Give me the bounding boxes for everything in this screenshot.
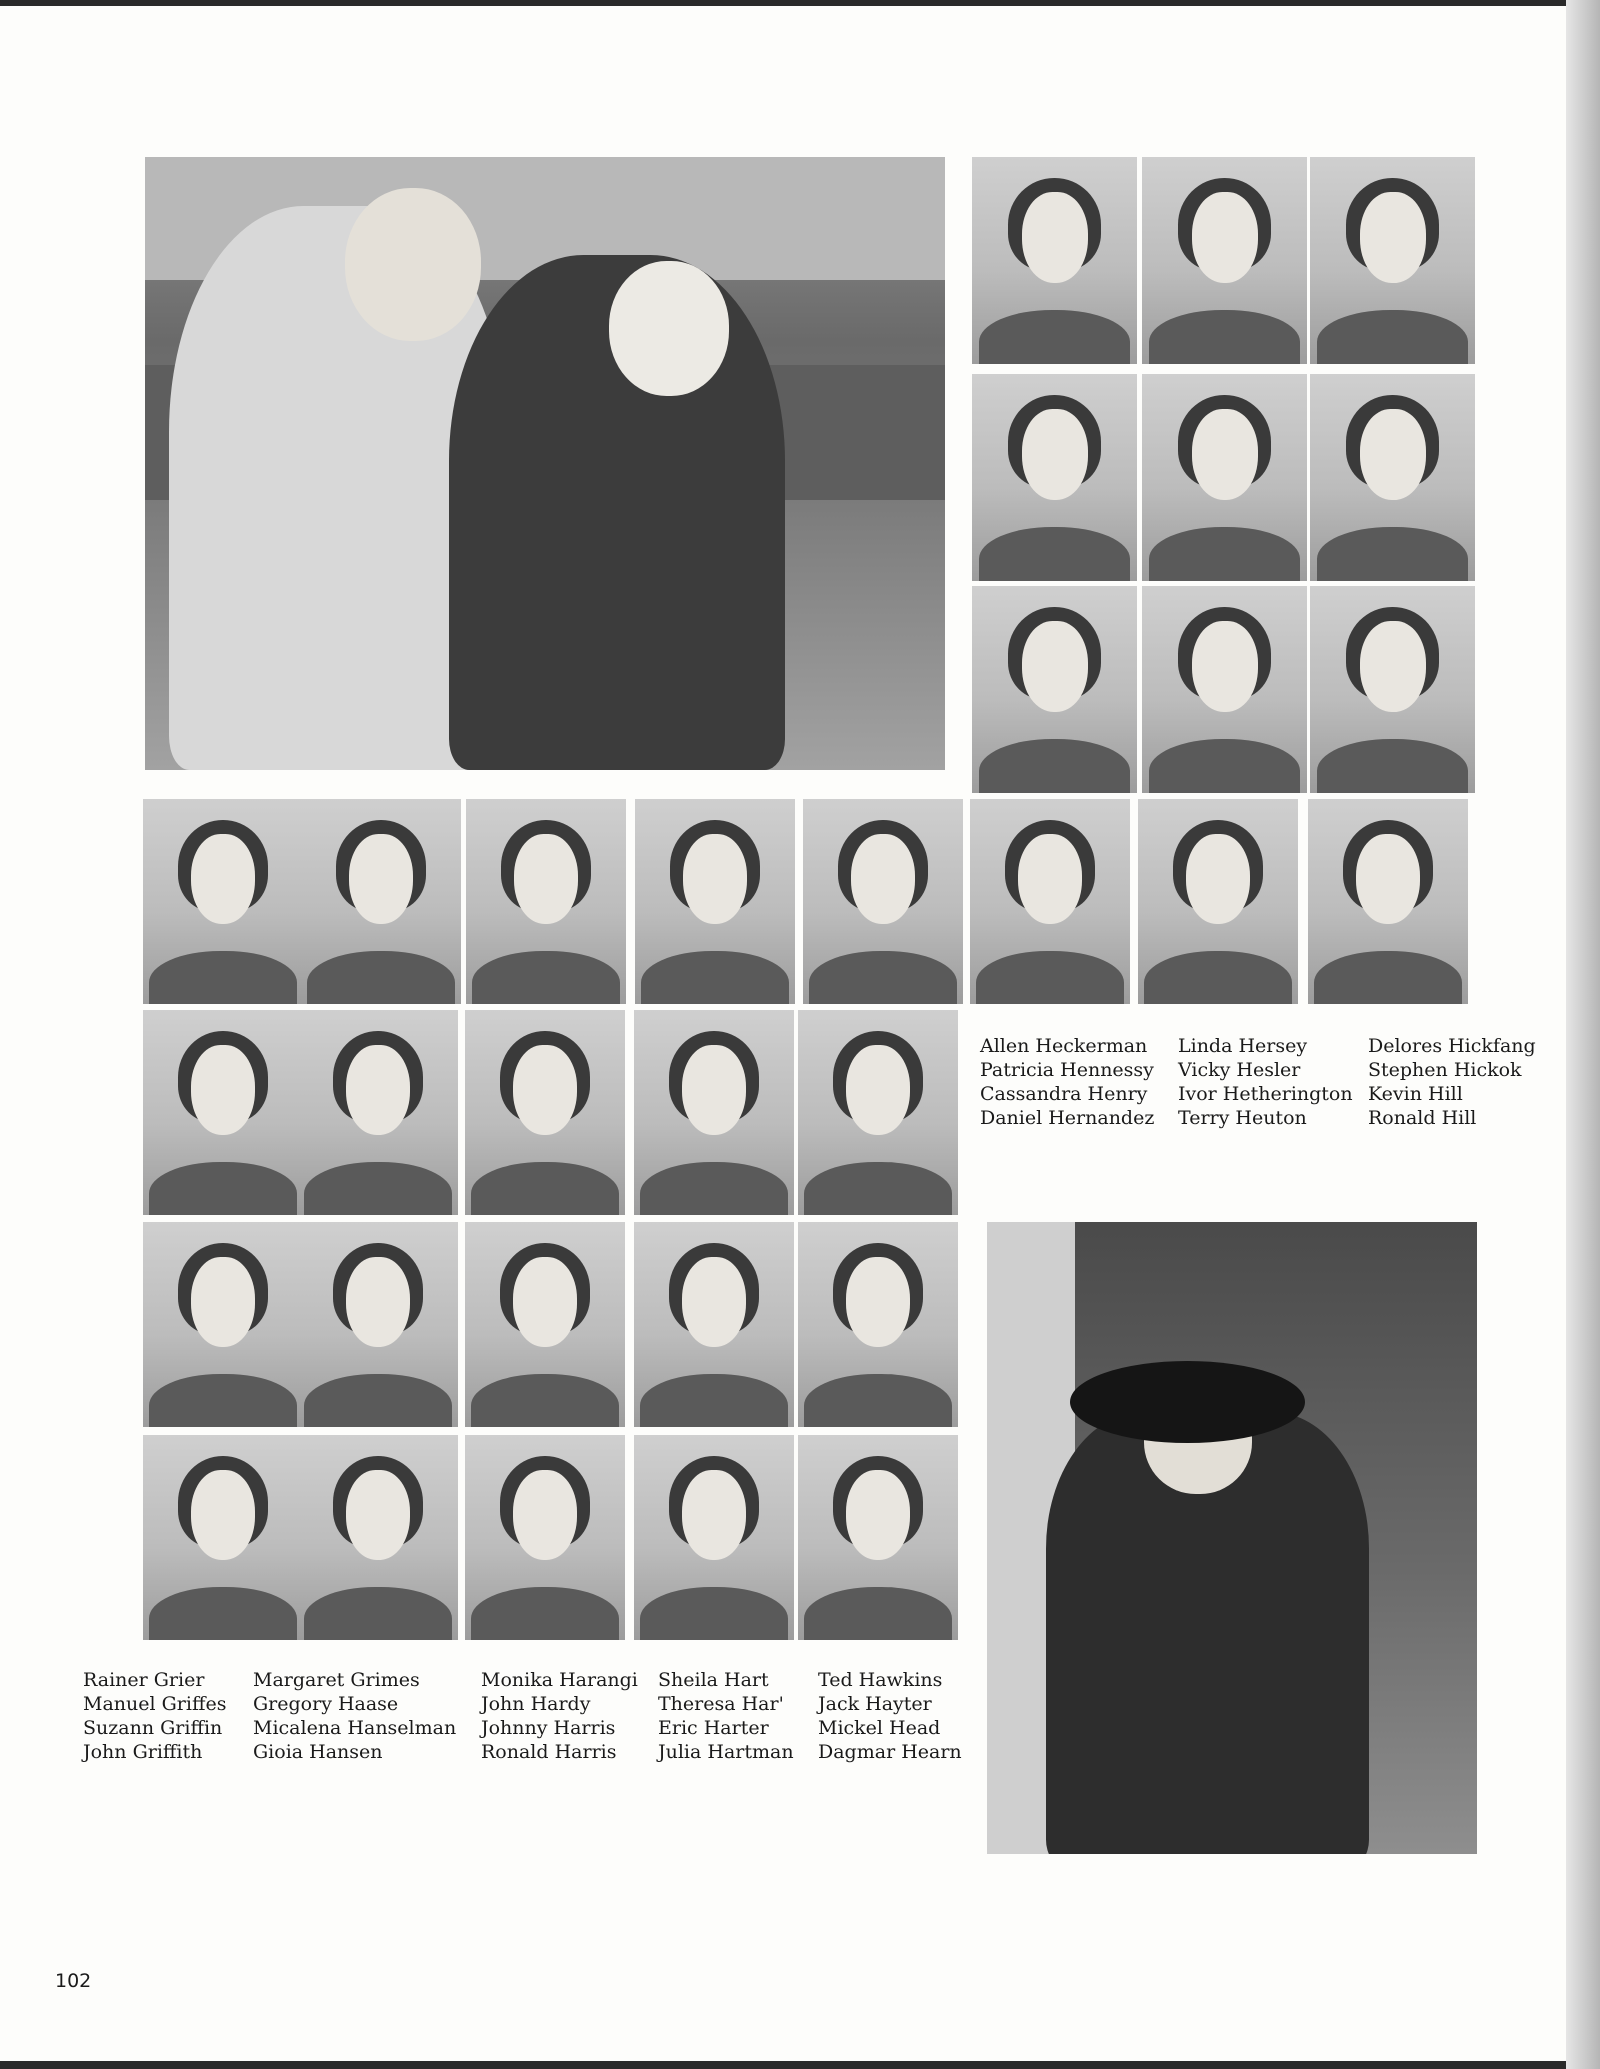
student-name: Theresa Har': [658, 1693, 784, 1715]
student-portrait: [1308, 799, 1468, 1004]
student-name: John Griffith: [83, 1741, 203, 1763]
student-portrait: [1310, 157, 1475, 364]
student-portrait: [298, 1222, 458, 1427]
student-portrait: [1310, 374, 1475, 581]
student-portrait: [972, 374, 1137, 581]
student-name: Ronald Hill: [1368, 1107, 1477, 1129]
student-name: Suzann Griffin: [83, 1717, 223, 1739]
student-name: Vicky Hesler: [1178, 1059, 1301, 1081]
student-name: Linda Hersey: [1178, 1035, 1308, 1057]
student-portrait: [972, 586, 1137, 793]
student-portrait: [798, 1435, 958, 1640]
page-edge-shadow: [1566, 0, 1600, 2069]
student-name: John Hardy: [481, 1693, 591, 1715]
student-portrait: [301, 799, 461, 1004]
student-portrait: [143, 1435, 303, 1640]
student-name: Jack Hayter: [818, 1693, 932, 1715]
student-portrait: [465, 1010, 625, 1215]
names-col-bottom-5: [818, 1668, 962, 1764]
student-name: Mickel Head: [818, 1717, 941, 1739]
student-name: Eric Harter: [658, 1717, 769, 1739]
student-portrait: [465, 1435, 625, 1640]
names-col-bottom-3: [481, 1668, 638, 1764]
names-col-right-1: [980, 1034, 1154, 1130]
student-portrait: [143, 1222, 303, 1427]
student-name: Allen Heckerman: [980, 1035, 1148, 1057]
names-col-bottom-4: [658, 1668, 794, 1764]
student-portrait: [1138, 799, 1298, 1004]
student-name: Margaret Grimes: [253, 1669, 420, 1691]
student-portrait: [803, 799, 963, 1004]
student-name: Monika Harangi: [481, 1669, 638, 1691]
student-name: Manuel Griffes: [83, 1693, 227, 1715]
student-name: Patricia Hennessy: [980, 1059, 1154, 1081]
student-portrait: [465, 1222, 625, 1427]
student-portrait: [972, 157, 1137, 364]
student-portrait: [634, 1435, 794, 1640]
student-name: Micalena Hanselman: [253, 1717, 457, 1739]
student-name: Terry Heuton: [1178, 1107, 1307, 1129]
student-portrait: [143, 1010, 303, 1215]
student-name: Sheila Hart: [658, 1669, 769, 1691]
names-col-bottom-1: [83, 1668, 226, 1764]
student-portrait: [1310, 586, 1475, 793]
names-col-right-3: [1368, 1034, 1536, 1130]
student-name: Gregory Haase: [253, 1693, 399, 1715]
student-portrait: [798, 1010, 958, 1215]
top-border: [0, 0, 1575, 6]
student-portrait: [466, 799, 626, 1004]
student-portrait: [634, 1222, 794, 1427]
student-portrait: [298, 1010, 458, 1215]
student-portrait: [635, 799, 795, 1004]
student-name: Stephen Hickok: [1368, 1059, 1522, 1081]
student-name: Ivor Hetherington: [1178, 1083, 1353, 1105]
student-name: Gioia Hansen: [253, 1741, 383, 1763]
student-name: Rainer Grier: [83, 1669, 205, 1691]
student-portrait: [970, 799, 1130, 1004]
student-portrait: [143, 799, 303, 1004]
page-number: 102: [55, 1970, 92, 1992]
student-portrait: [298, 1435, 458, 1640]
names-col-right-2: [1178, 1034, 1353, 1130]
bottom-border: [0, 2061, 1600, 2069]
student-name: Delores Hickfang: [1368, 1035, 1536, 1057]
candid-photo-couple: [145, 157, 945, 770]
student-portrait: [1142, 157, 1307, 364]
student-name: Ronald Harris: [481, 1741, 617, 1763]
student-name: Ted Hawkins: [818, 1669, 943, 1691]
student-portrait: [1142, 374, 1307, 581]
student-name: Johnny Harris: [481, 1717, 616, 1739]
student-name: Kevin Hill: [1368, 1083, 1463, 1105]
student-portrait: [634, 1010, 794, 1215]
student-portrait: [1142, 586, 1307, 793]
student-name: Cassandra Henry: [980, 1083, 1148, 1105]
names-col-bottom-2: [253, 1668, 456, 1764]
student-portrait: [798, 1222, 958, 1427]
student-name: Julia Hartman: [658, 1741, 794, 1763]
candid-photo-student-in-hat: [987, 1222, 1477, 1854]
student-name: Dagmar Hearn: [818, 1741, 962, 1763]
student-name: Daniel Hernandez: [980, 1107, 1155, 1129]
